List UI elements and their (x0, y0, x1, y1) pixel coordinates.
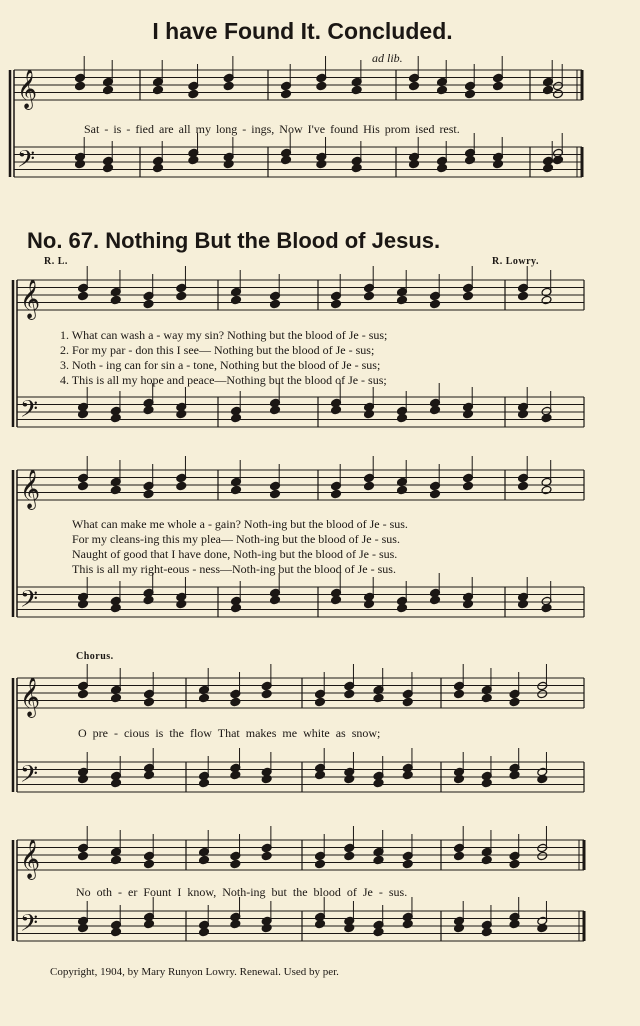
note-head (75, 159, 86, 169)
note-head (463, 291, 474, 301)
note-head (143, 299, 154, 309)
previous-hymn-lyric: Sat - is - fied are all my long - ings, Now I've found His prom ised rest. (84, 122, 460, 136)
verse-line: For my cleans-ing this my plea— Noth-ing but the blood of Je - sus. (72, 532, 400, 546)
note-head (553, 89, 564, 99)
note-head (409, 81, 420, 91)
note-head (537, 689, 548, 699)
note-head (481, 778, 492, 788)
note-head (176, 409, 187, 419)
note-head (351, 163, 362, 173)
note-head (541, 603, 552, 613)
note-head (78, 291, 89, 301)
note-head (437, 163, 448, 173)
note-head (331, 595, 342, 605)
clef-symbol: 𝄞 (20, 279, 41, 319)
note-head (316, 81, 327, 91)
note-head (110, 485, 121, 495)
previous-hymn-title: I have Found It. Concluded. (152, 18, 453, 44)
note-head (364, 409, 375, 419)
note-head (270, 489, 281, 499)
note-head (465, 89, 476, 99)
note-head (541, 413, 552, 423)
copyright-notice: Copyright, 1904, by Mary Runyon Lowry. Renewal. Used by per. (50, 966, 339, 978)
note-head (454, 923, 465, 933)
note-head (481, 927, 492, 937)
note-head (364, 481, 375, 491)
note-head (402, 697, 413, 707)
note-head (454, 689, 465, 699)
note-head (281, 89, 292, 99)
note-head (315, 919, 326, 929)
note-head (144, 697, 155, 707)
author-left: R. L. (44, 256, 68, 267)
note-head (364, 291, 375, 301)
note-head (144, 919, 155, 929)
note-head (454, 851, 465, 861)
note-head (430, 489, 441, 499)
note-head (261, 774, 272, 784)
note-head (78, 851, 89, 861)
note-head (315, 859, 326, 869)
note-head (231, 485, 242, 495)
note-head (176, 599, 187, 609)
chorus-lyric-2: No oth - er Fount I know, Noth-ing but the blood of Je - sus. (76, 885, 408, 899)
note-head (110, 413, 121, 423)
note-head (230, 919, 241, 929)
note-head (230, 770, 241, 780)
note-head (315, 770, 326, 780)
note-head (518, 409, 529, 419)
note-head (402, 919, 413, 929)
note-head (143, 489, 154, 499)
note-head (153, 85, 164, 95)
note-head (223, 159, 234, 169)
note-head (103, 85, 114, 95)
ad-lib-direction: ad lib. (372, 51, 403, 65)
note-head (373, 855, 384, 865)
note-head (315, 697, 326, 707)
note-head (75, 81, 86, 91)
note-head (397, 603, 408, 613)
chorus-label: Chorus. (76, 651, 114, 662)
note-head (541, 295, 552, 305)
note-head (223, 81, 234, 91)
note-head (463, 409, 474, 419)
note-head (509, 919, 520, 929)
note-head (143, 405, 154, 415)
note-head (78, 599, 89, 609)
note-head (78, 481, 89, 491)
verse-line: 2. For my par - don this I see— Nothing but the blood of Je - sus; (60, 343, 375, 357)
note-head (537, 851, 548, 861)
note-head (103, 163, 114, 173)
note-head (509, 770, 520, 780)
note-head (111, 855, 122, 865)
note-head (509, 859, 520, 869)
note-head (518, 599, 529, 609)
note-head (509, 697, 520, 707)
note-head (430, 595, 441, 605)
note-head (437, 85, 448, 95)
note-head (518, 291, 529, 301)
note-head (481, 693, 492, 703)
note-head (111, 693, 122, 703)
clef-symbol: 𝄢 (17, 145, 36, 178)
note-head (270, 595, 281, 605)
note-head (537, 923, 548, 933)
note-head (537, 774, 548, 784)
note-head (261, 923, 272, 933)
note-head (373, 693, 384, 703)
note-head (373, 927, 384, 937)
clef-symbol: 𝄞 (17, 69, 38, 109)
note-head (316, 159, 327, 169)
clef-symbol: 𝄢 (20, 909, 39, 942)
note-head (493, 159, 504, 169)
note-head (543, 163, 554, 173)
note-head (199, 693, 210, 703)
note-head (331, 405, 342, 415)
note-head (430, 299, 441, 309)
note-head (199, 927, 210, 937)
note-head (188, 155, 199, 165)
note-head (144, 770, 155, 780)
note-head (397, 295, 408, 305)
note-head (541, 485, 552, 495)
note-head (111, 927, 122, 937)
note-head (463, 599, 474, 609)
verse-line: 4. This is all my hope and peace—Nothing but the blood of Je - sus; (60, 373, 387, 387)
note-head (261, 851, 272, 861)
note-head (143, 595, 154, 605)
clef-symbol: 𝄢 (20, 585, 39, 618)
clef-symbol: 𝄢 (20, 760, 39, 793)
note-head (270, 299, 281, 309)
verse-line: What can make me whole a - gain? Noth-ing but the blood of Je - sus. (72, 517, 408, 531)
note-head (481, 855, 492, 865)
note-head (230, 697, 241, 707)
note-head (231, 295, 242, 305)
note-head (176, 291, 187, 301)
note-head (402, 859, 413, 869)
verse-line: Naught of good that I have done, Noth-ing but the blood of Je - sus. (72, 547, 398, 561)
note-head (111, 778, 122, 788)
note-head (402, 770, 413, 780)
composer: R. Lowry. (492, 256, 539, 267)
note-head (373, 778, 384, 788)
note-head (261, 689, 272, 699)
note-head (230, 859, 241, 869)
note-head (78, 689, 89, 699)
note-head (231, 603, 242, 613)
note-head (231, 413, 242, 423)
verse-line: 1. What can wash a - way my sin? Nothing but the blood of Je - sus; (60, 328, 388, 342)
note-head (144, 859, 155, 869)
note-head (493, 81, 504, 91)
chorus-lyric-1: O pre - cious is the flow That makes me white as snow; (78, 726, 381, 740)
clef-symbol: 𝄞 (20, 677, 41, 717)
note-head (344, 923, 355, 933)
note-head (153, 163, 164, 173)
note-head (465, 155, 476, 165)
note-head (78, 774, 89, 784)
note-head (518, 481, 529, 491)
note-head (409, 159, 420, 169)
hymn-title: No. 67. Nothing But the Blood of Jesus. (27, 228, 441, 253)
note-head (344, 689, 355, 699)
note-head (188, 89, 199, 99)
note-head (463, 481, 474, 491)
note-head (344, 774, 355, 784)
note-head (199, 778, 210, 788)
note-head (199, 855, 210, 865)
note-head (397, 413, 408, 423)
note-head (78, 409, 89, 419)
note-head (397, 485, 408, 495)
note-head (553, 155, 564, 165)
note-head (110, 295, 121, 305)
note-head (344, 851, 355, 861)
note-head (281, 155, 292, 165)
verse-line: This is all my right-eous - ness—Noth-ing but the blood of Je - sus. (72, 562, 396, 576)
note-head (78, 923, 89, 933)
note-head (454, 774, 465, 784)
note-head (543, 85, 554, 95)
note-head (351, 85, 362, 95)
note-head (270, 405, 281, 415)
note-head (430, 405, 441, 415)
note-head (110, 603, 121, 613)
note-head (331, 299, 342, 309)
note-head (364, 599, 375, 609)
note-head (176, 481, 187, 491)
note-head (331, 489, 342, 499)
verse-line: 3. Noth - ing can for sin a - tone, Nothing but the blood of Je - sus; (60, 358, 381, 372)
clef-symbol: 𝄞 (20, 469, 41, 509)
clef-symbol: 𝄢 (20, 395, 39, 428)
clef-symbol: 𝄞 (20, 839, 41, 879)
